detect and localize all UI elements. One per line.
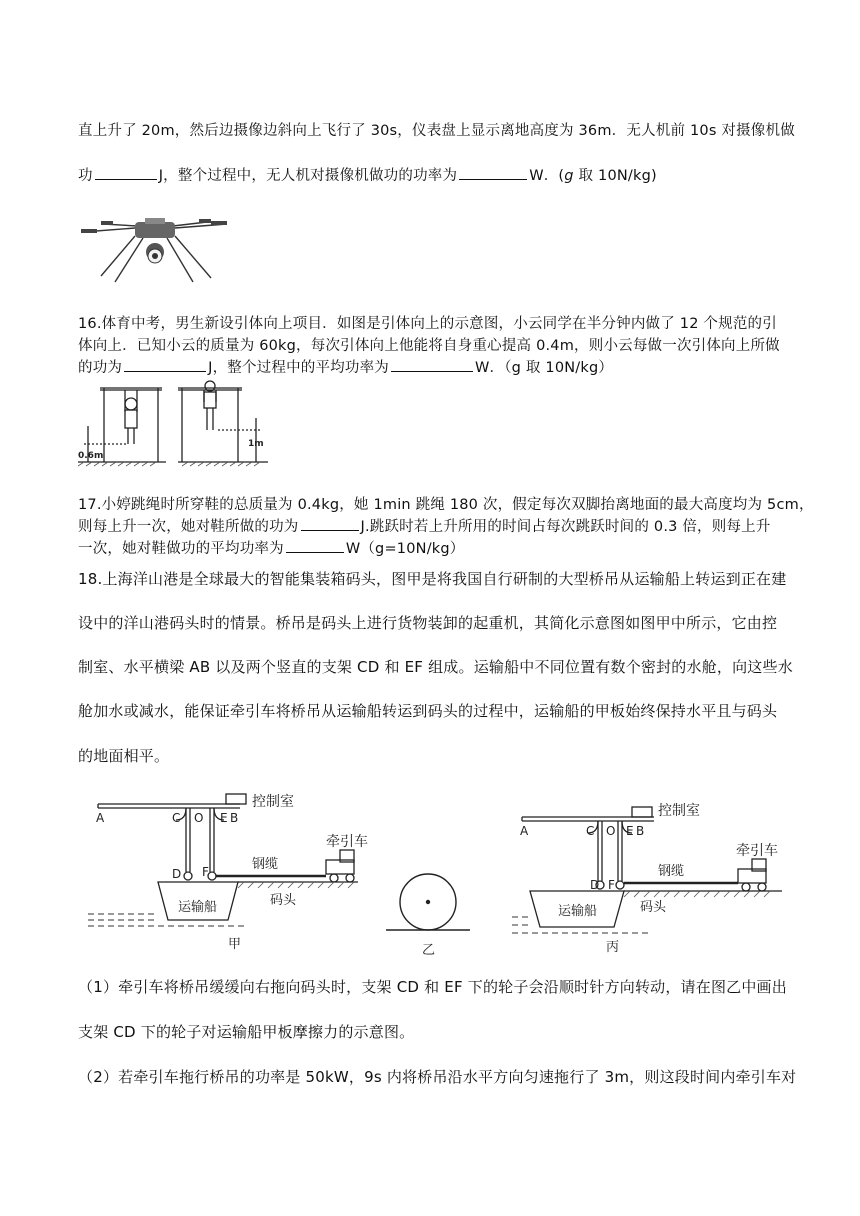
q15-text-line-1: 直上升了 20m，然后边摄像边斜向上飞行了 30s，仪表盘上显示离地高度为 36m．无人机前 10s 对摄像机做 (78, 123, 795, 139)
figure-bing-crane-moving (512, 795, 802, 960)
answer-blank[interactable] (95, 165, 157, 180)
label-cable: 钢缆 (658, 864, 685, 879)
q15-text-line-2 (78, 164, 657, 185)
label-o: O (194, 811, 204, 825)
height-label-right: 1m (248, 439, 264, 449)
label-d: D (172, 867, 182, 881)
q18-sub1-line-2: 支架 CD 下的轮子对运输船甲板摩擦力的示意图。 (78, 1023, 415, 1041)
q15-line2-part-b: J，整个过程中，无人机对摄像机做功的功率为 (158, 168, 458, 184)
label-a: A (520, 824, 529, 838)
q17-line2-part-a: 则每上升一次，她对鞋所做的功为 (78, 519, 299, 535)
q16-line3-part-a: 的功为 (78, 360, 123, 376)
answer-blank[interactable] (301, 516, 359, 531)
drone-image (75, 210, 235, 290)
label-o: O (606, 824, 616, 838)
q17-text-line-1: 17.小婷跳绳时所穿鞋的总质量为 0.4kg，她 1min 跳绳 180 次，假定每次双脚抬离地面的最大高度均为 5cm， (78, 497, 814, 513)
label-ship: 运输船 (558, 904, 598, 919)
q16-text-line-1: 16.体育中考，男生新设引体向上项目．如图是引体向上的示意图，小云同学在半分钟内做了 12 个规范的引 (78, 316, 777, 332)
label-d: D (590, 878, 600, 892)
figure-yi-wheel (382, 860, 472, 960)
height-label-left: 0.6m (78, 451, 104, 461)
label-dock: 码头 (270, 893, 297, 908)
label-ship: 运输船 (178, 900, 218, 915)
q18-text-line-1: 18.上海洋山港是全球最大的智能集装箱码头，图甲是将我国自行研制的大型桥吊从运输船上转运到正在建 (78, 570, 787, 588)
answer-blank[interactable] (124, 357, 206, 372)
label-tractor: 牵引车 (736, 843, 778, 859)
label-dock: 码头 (640, 900, 667, 915)
q18-text-line-3: 制室、水平横梁 AB 以及两个竖直的支架 CD 和 EF 组成。运输船中不同位置有数个密封的水舱，向这些水 (78, 658, 793, 676)
caption-jia: 甲 (228, 937, 242, 952)
caption-bing: 丙 (606, 940, 620, 955)
label-e: E (220, 811, 228, 825)
q15-line2-part-d: 取 10N/kg) (573, 168, 657, 184)
q16-line3-part-c: W．（g 取 10N/kg） (475, 360, 614, 376)
label-control-room: 控制室 (658, 803, 700, 819)
q15-line2-part-c: W．( (529, 168, 565, 184)
q18-text-line-4: 舱加水或减水，能保证牵引车将桥吊从运输船转运到码头的过程中，运输船的甲板始终保持水平且与码头 (78, 702, 778, 720)
q16-text-line-2: 体向上．已知小云的质量为 60kg，每次引体向上他能将自身重心提高 0.4m，则小云每做一次引体向上所做 (78, 338, 780, 354)
label-f: F (608, 878, 615, 892)
pull-up-diagram (78, 380, 278, 470)
q16-line3-part-b: J，整个过程中的平均功率为 (208, 360, 389, 376)
q17-line3-part-b: W（g=10N/kg） (345, 541, 465, 557)
label-tractor: 牵引车 (326, 834, 368, 850)
label-c: C (586, 824, 595, 838)
q18-sub2-line-1: （2）若牵引车拖行桥吊的功率是 50kW，9s 内将桥吊沿水平方向匀速拖行了 3m，则这段时间内牵引车对 (78, 1068, 797, 1086)
g-symbol: g (564, 168, 574, 184)
q15-line2-part-a: 功 (78, 168, 93, 184)
q18-text-line-5: 的地面相平。 (78, 747, 170, 765)
label-a: A (96, 811, 105, 825)
label-c: C (172, 811, 181, 825)
q18-text-line-2: 设中的洋山港码头时的情景。桥吊是码头上进行货物装卸的起重机，其简化示意图如图甲中所示，它由控 (78, 614, 778, 632)
figure-jia-crane-on-ship (88, 790, 378, 955)
q16-text-line-3 (78, 356, 613, 377)
caption-yi: 乙 (422, 943, 436, 958)
label-control-room: 控制室 (252, 794, 294, 810)
label-f: F (202, 865, 209, 879)
label-cable: 钢缆 (252, 857, 279, 872)
q17-line3-part-a: 一次，她对鞋做功的平均功率为 (78, 541, 284, 557)
label-b: B (230, 811, 239, 825)
q17-text-line-3 (78, 537, 465, 558)
q17-text-line-2 (78, 515, 771, 536)
q17-line2-part-b: J.跳跃时若上升所用的时间占每次跳跃时间的 0.3 倍，则每上升 (360, 519, 771, 535)
answer-blank[interactable] (459, 165, 527, 180)
answer-blank[interactable] (391, 357, 473, 372)
q18-sub1-line-1: （1）牵引车将桥吊缓缓向右拖向码头时，支架 CD 和 EF 下的轮子会沿顺时针方向转动，请在图乙中画出 (78, 978, 787, 996)
label-e: E (626, 824, 634, 838)
label-b: B (636, 824, 645, 838)
answer-blank[interactable] (286, 538, 344, 553)
